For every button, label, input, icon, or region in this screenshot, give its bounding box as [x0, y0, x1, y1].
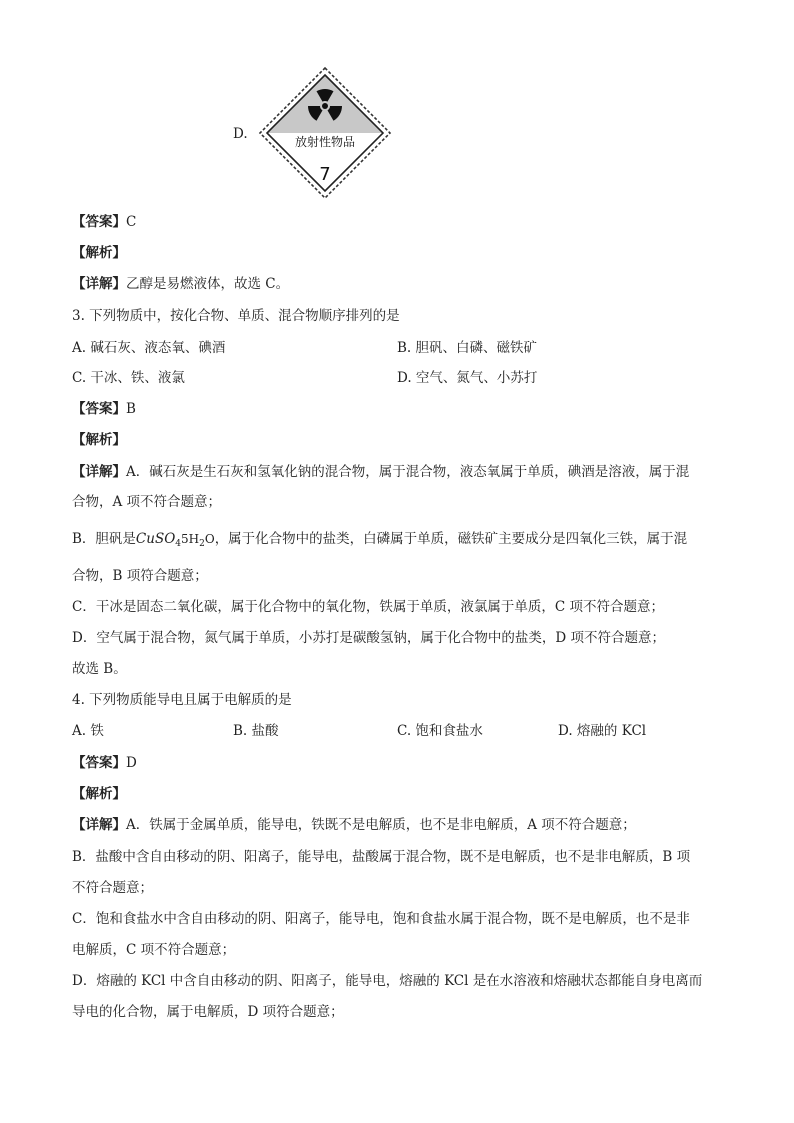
q4-answer-line	[72, 753, 137, 773]
q3-option-a: A. 碱石灰、液态氧、碘酒	[72, 340, 226, 356]
q2-detail-line	[72, 274, 289, 294]
q4-detail-a	[72, 815, 636, 835]
detail-text: A．碱石灰是生石灰和氢氧化钠的混合物，属于混合物，液态氧属于单质，碘酒是溶液，属于混	[126, 464, 690, 480]
formula-o: O	[204, 532, 215, 546]
q4-detail-c2: 电解质，C 项不符合题意；	[72, 942, 236, 958]
q3-option-b: B. 胆矾、白磷、磁铁矿	[397, 340, 538, 356]
q4-analysis-tag: 【解析】	[72, 786, 126, 802]
q4-option-c: C. 饱和食盐水	[397, 723, 483, 739]
q4-question: 4. 下列物质能导电且属于电解质的是	[72, 692, 292, 708]
q4-detail-b2: 不符合题意；	[72, 880, 153, 896]
q3-option-c: C. 干冰、铁、液氯	[72, 370, 185, 386]
radioactive-hazard-sign	[258, 66, 392, 200]
answer-value: B	[126, 401, 136, 417]
q3-detail-b2: 合物，B 项符合题意；	[72, 568, 208, 584]
answer-value: D	[126, 755, 137, 771]
q2-analysis-tag: 【解析】	[72, 245, 126, 261]
q4-detail-c1: C．饱和食盐水中含自由移动的阴、阳离子，能导电，饱和食盐水属于混合物，既不是电解质，也不是非	[72, 911, 690, 927]
q3-option-d: D. 空气、氮气、小苏打	[397, 370, 538, 386]
detail-tag: 【详解】	[72, 464, 126, 480]
q4-detail-d1: D．熔融的 KCl 中含自由移动的阴、阳离子，能导电，熔融的 KCl 是在水溶液和熔融状态都能自身电离而	[72, 973, 703, 989]
q3-detail-d: D．空气属于混合物，氮气属于单质，小苏打是碳酸氢钠，属于化合物中的盐类，D 项不符合题意；	[72, 630, 665, 646]
q4-detail-d2: 导电的化合物，属于电解质，D 项符合题意；	[72, 1004, 344, 1020]
sign-text: 放射性物品	[294, 135, 356, 149]
answer-tag: 【答案】	[72, 214, 126, 230]
q3-answer-line	[72, 399, 136, 419]
sign-number: 7	[319, 164, 331, 185]
option-d-label: D.	[233, 126, 248, 142]
formula-sub-2: 2	[199, 539, 205, 549]
answer-tag: 【答案】	[72, 755, 126, 771]
q4-option-b: B. 盐酸	[233, 723, 279, 739]
formula-5h: 5H	[181, 532, 200, 546]
q4-option-d: D. 熔融的 KCl	[558, 723, 647, 739]
formula-cuso: CuSO	[135, 531, 176, 547]
detail-b-prefix: B．胆矾是	[72, 531, 136, 547]
q3-analysis-tag: 【解析】	[72, 432, 126, 448]
detail-text: 乙醇是易燃液体，故选 C。	[126, 276, 290, 292]
radioactive-sign-graphic	[258, 66, 392, 200]
q3-conclusion: 故选 B。	[72, 661, 127, 677]
detail-tag: 【详解】	[72, 276, 126, 292]
detail-tag: 【详解】	[72, 817, 126, 833]
detail-b-suffix: ，属于化合物中的盐类，白磷属于单质，磁铁矿主要成分是四氧化三铁，属于混	[214, 531, 688, 547]
q3-question: 3. 下列物质中，按化合物、单质、混合物顺序排列的是	[72, 308, 400, 324]
answer-tag: 【答案】	[72, 401, 126, 417]
q3-detail-a2: 合物，A 项不符合题意；	[72, 494, 222, 510]
detail-text: A．铁属于金属单质，能导电，铁既不是电解质，也不是非电解质，A 项不符合题意；	[126, 817, 636, 833]
formula-sub-4: 4	[175, 539, 181, 549]
q3-detail-b1	[72, 529, 687, 554]
q4-detail-b1: B．盐酸中含自由移动的阴、阳离子，能导电，盐酸属于混合物，既不是电解质，也不是非电解质，B 项	[72, 849, 691, 865]
q3-detail-c: C．干冰是固态二氧化碳，属于化合物中的氧化物，铁属于单质，液氯属于单质，C 项不符合题意；	[72, 599, 664, 615]
q3-detail-a1	[72, 462, 689, 482]
q2-answer-line	[72, 212, 136, 232]
answer-value: C	[126, 214, 137, 230]
q4-option-a: A. 铁	[72, 723, 104, 739]
trefoil-center	[322, 103, 328, 109]
